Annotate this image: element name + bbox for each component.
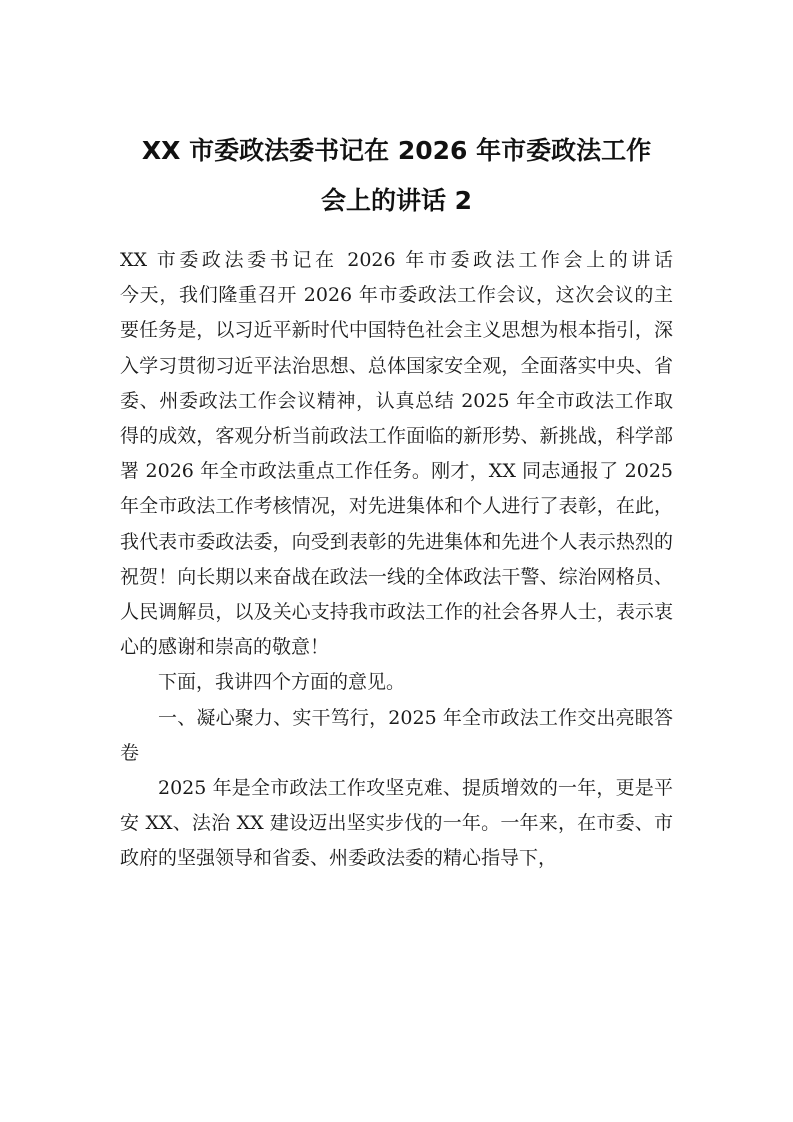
title-line-1: XX 市委政法委书记在 2026 年市委政法工作: [141, 136, 652, 165]
paragraph-outline: 下面，我讲四个方面的意见。: [158, 671, 406, 694]
section-heading-1: 一、凝心聚力、实干笃行，2025 年全市政法工作交出亮眼答卷: [120, 706, 673, 764]
paragraph-section-1: 2025 年是全市政法工作攻坚克难、提质增效的一年，更是平安 XX、法治 XX 建设迈出坚实步伐的一年。一年来，在市委、市政府的坚强领导和省委、州委政法委的精心指导下，: [120, 777, 673, 870]
title-line-2: 会上的讲话 2: [320, 186, 473, 215]
document-title: [90, 126, 703, 226]
paragraph-heading-repeat: XX 市委政法委书记在 2026 年市委政法工作会上的讲话: [120, 249, 673, 271]
document-body: [120, 243, 673, 877]
paragraph-opening: 今天，我们隆重召开 2026 年市委政法工作会议，这次会议的主要任务是，以习近平新时代中国特色社会主义思想为根本指引，深入学习贯彻习近平法治思想、总体国家安全观，全面落实中央、省委、州委政法工作会议精神，认真总结 2025 年全市政法工作取得的成效，客观分析当前政法工作面临的新形势、新挑战，科学部署 2026 年全市政法重点工作任务。刚才，XX 同志通报了 2025 年全市政法工作考核情况，对先进集体和个人进行了表彰，在此，我代表市委政法委，向受到表彰的先进集体和先进个人表示热烈的祝贺！向长期以来奋战在政法一线的全体政法干警、综治网格员、人民调解员，以及关心支持我市政法工作的社会各界人士，表示衷心的感谢和崇高的敬意！: [120, 284, 673, 659]
